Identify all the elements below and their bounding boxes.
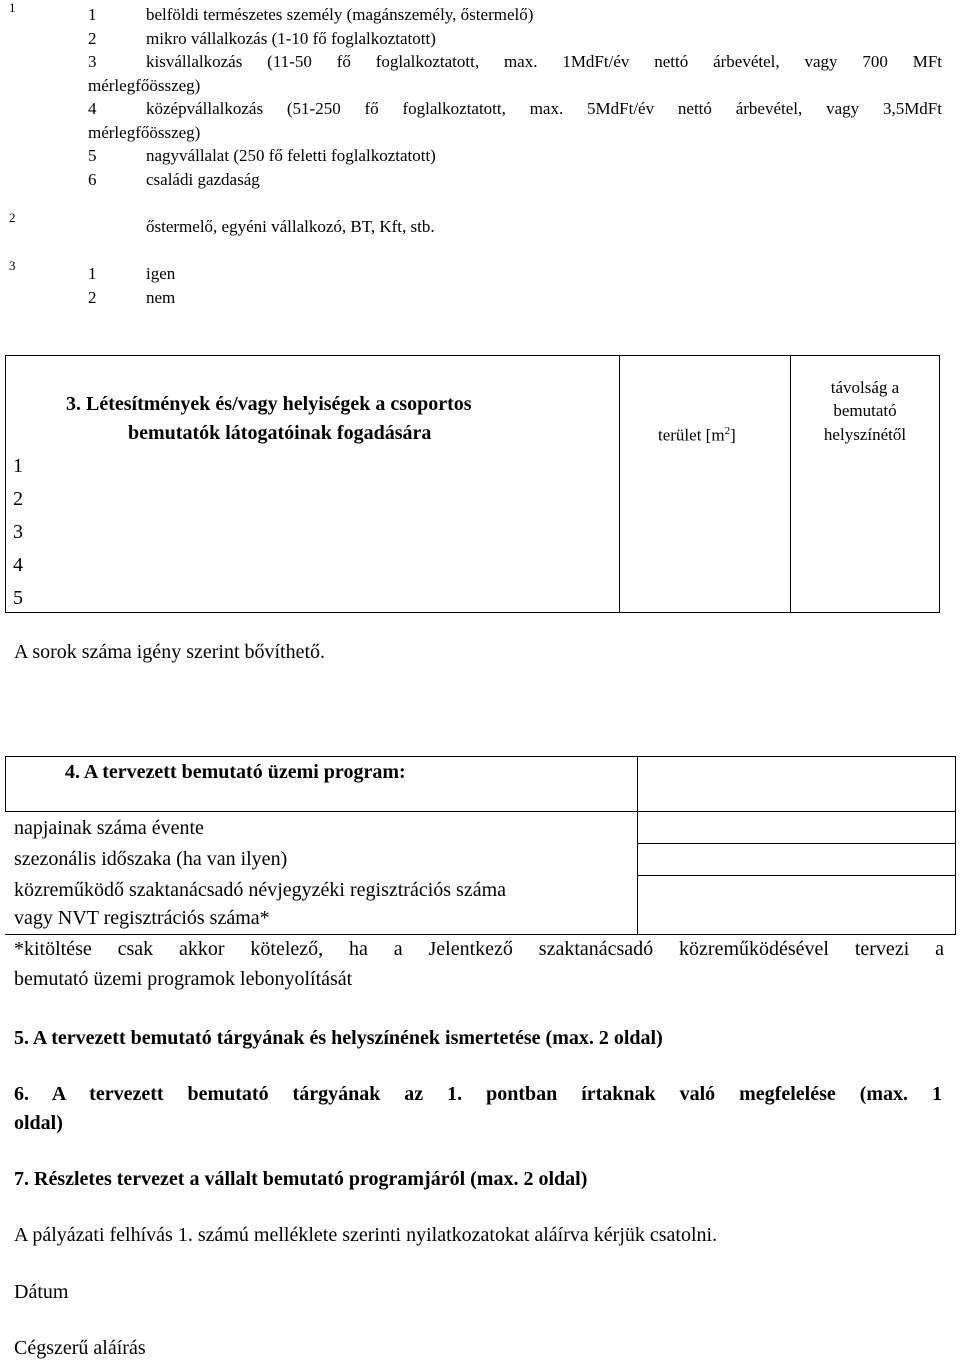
column-header-distance-3: helyszínétől	[823, 425, 907, 444]
list-item: 1 belföldi természetes személy (magánszemély, őstermelő)	[88, 5, 534, 24]
column-header-distance-1: távolság a	[830, 378, 900, 397]
section5-title: 5. A tervezett bemutató tárgyának és helyszínének ismertetése (max. 2 oldal)	[14, 1027, 663, 1049]
table-row-number: 4	[13, 554, 23, 576]
table-row-label: szezonális időszaka (ha van ilyen)	[14, 848, 288, 870]
footnote-marker-1: 1	[9, 0, 16, 15]
section6-title-line1: 6. A tervezett bemutató tárgyának az 1. pontban írtaknak való megfelelése (max. 1	[14, 1083, 942, 1105]
section4-footnote-line2: bemutató üzemi programok lebonyolítását	[14, 968, 353, 990]
table3-title-line2: bemutatók látogatóinak fogadására	[128, 422, 432, 444]
list-item: 4 középvállalkozás (51-250 fő foglalkoztatott, max. 5MdFt/év nettó árbevétel, vagy 3,5MdFt	[88, 99, 942, 118]
list-item: 5 nagyvállalat (250 fő feletti foglalkoztatott)	[88, 146, 436, 165]
table-row-label: napjainak száma évente	[14, 817, 204, 839]
table-row-number: 5	[13, 587, 23, 609]
footnote-2-text: őstermelő, egyéni vállalkozó, BT, Kft, stb.	[146, 217, 435, 236]
section4-footnote-line1: *kitöltése csak akkor kötelező, ha a Jelentkező szaktanácsadó közreműködésével tervezi a	[14, 938, 944, 960]
table-row-label: közreműködő szaktanácsadó névjegyzéki regisztrációs száma	[14, 879, 507, 901]
table-row-number: 1	[13, 455, 23, 477]
column-header-area: terület $[m^2]$	[658, 425, 736, 445]
section7-title: 7. Részletes tervezet a vállalt bemutató programjáról (max. 2 oldal)	[14, 1168, 588, 1190]
date-label: Dátum	[14, 1281, 69, 1303]
table3-note: A sorok száma igény szerint bővíthető.	[14, 641, 326, 663]
footnote-marker-3: 3	[9, 258, 16, 273]
list-item: 2 nem	[88, 288, 176, 307]
table3-title-line1: 3. Létesítmények és/vagy helyiségek a csoportos	[66, 393, 472, 415]
column-header-distance-2: bemutató	[833, 401, 897, 420]
list-item: mérlegfőösszeg)	[88, 123, 201, 142]
list-item: 6 családi gazdaság	[88, 170, 260, 189]
table-row-number: 3	[13, 521, 23, 543]
list-item: 3 kisvállalkozás (11-50 fő foglalkoztatott, max. 1MdFt/év nettó árbevétel, vagy 700 MFt	[88, 52, 942, 71]
section4-title: 4. A tervezett bemutató üzemi program:	[65, 761, 406, 783]
attachment-statement: A pályázati felhívás 1. számú melléklete szerinti nyilatkozatokat aláírva kérjük csatolni.	[14, 1224, 718, 1246]
list-item: mérlegfőösszeg)	[88, 76, 201, 95]
list-item: 2 mikro vállalkozás (1-10 fő foglalkoztatott)	[88, 29, 436, 48]
signature-label: Cégszerű aláírás	[14, 1337, 146, 1359]
footnote-marker-2: 2	[9, 210, 16, 225]
list-item: 1 igen	[88, 264, 176, 283]
table-row-label: vagy NVT regisztrációs száma*	[14, 907, 270, 929]
section6-title-line2: oldal)	[14, 1112, 63, 1134]
table-row-number: 2	[13, 488, 23, 510]
